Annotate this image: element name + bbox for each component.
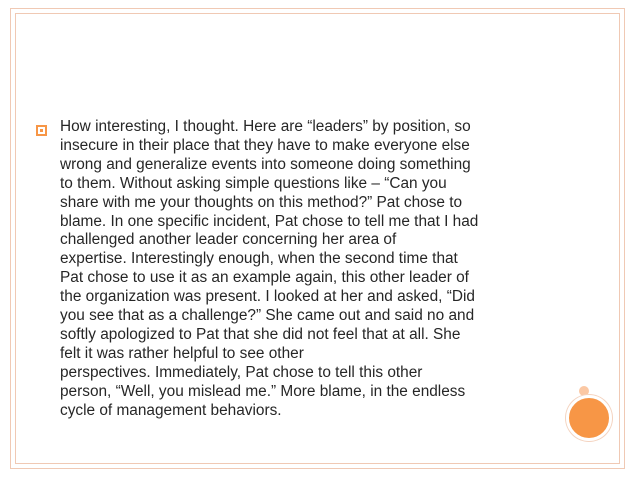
bullet-item	[36, 118, 566, 421]
square-bullet-icon	[36, 123, 47, 134]
slide-content	[36, 118, 566, 421]
bullet-text: How interesting, I thought. Here are “leaders” by position, so insecure in their place that they have to make everyone else wrong and generalize events into someone doing something to them. Without asking simple questions like – “Can you share with me your thoughts on this method?” Pat chose to blame. In one specific incident, Pat chose to tell me that I had challenged another leader concerning her area of expertise. Interestingly enough, when the second time that Pat chose to use it as an example again, this other leader of the organization was present. I looked at her and asked, “Did you see that as a challenge?” She came out and said no and softly apologized to Pat that she did not feel that at all. She felt it was rather helpful to see other perspectives. Immediately, Pat chose to tell this other person, “Well, you mislead me.” More blame, in the endless cycle of management behaviors.	[60, 118, 479, 419]
decorative-large-circle	[566, 395, 612, 441]
